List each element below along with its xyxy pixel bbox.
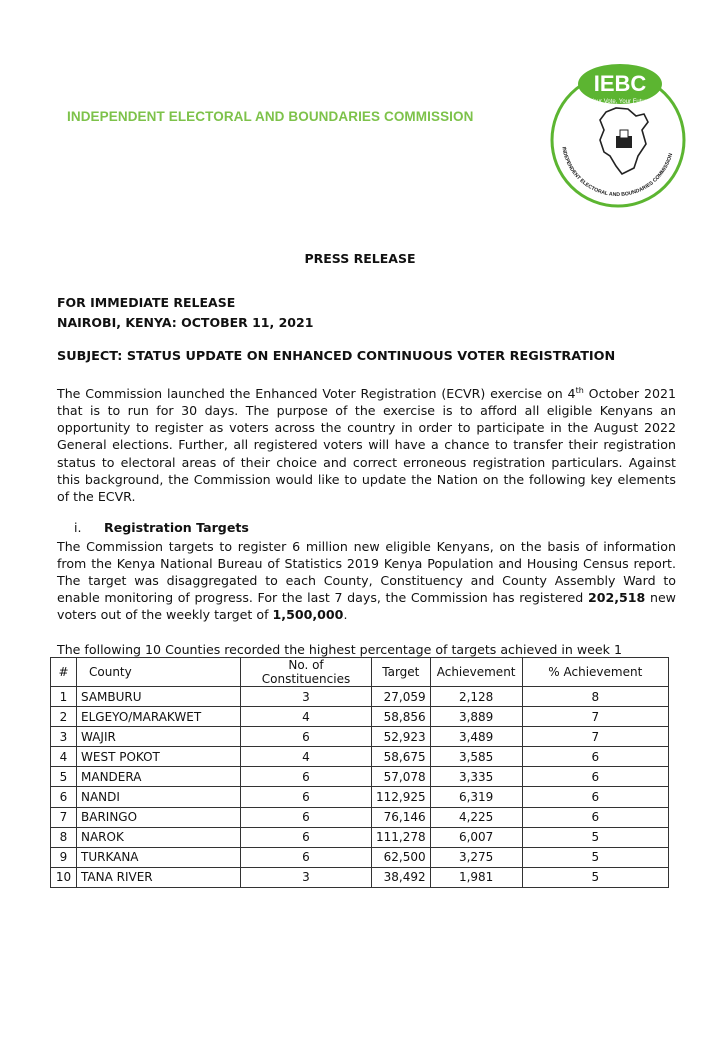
row-index: 6 — [51, 787, 77, 807]
release-line-2: NAIROBI, KENYA: OCTOBER 11, 2021 — [57, 315, 314, 330]
constituency-count: 6 — [241, 847, 372, 867]
row-index: 10 — [51, 867, 77, 887]
table-caption: The following 10 Counties recorded the highest percentage of targets achieved in week 1 — [57, 642, 622, 657]
org-name: INDEPENDENT ELECTORAL AND BOUNDARIES COMMISSION — [67, 109, 474, 124]
target-value: 27,059 — [372, 687, 431, 707]
achievement-value: 6,007 — [430, 827, 522, 847]
achievement-value: 3,889 — [430, 707, 522, 727]
target-value: 111,278 — [372, 827, 431, 847]
weekly-target: 1,500,000 — [272, 607, 344, 623]
targets-paragraph: The Commission targets to register 6 million new eligible Kenyans, on the basis of information from the Kenya National Bureau of Statistics 2019 Kenya Population and Housing Census report. The target was disaggregated to each County, Constituency and County Assembly Ward to enable monitoring of progress. For the last 7 days, the Commission has registered 202,518 new voters out of the weekly target of 1,500,000. — [57, 539, 676, 623]
section-heading — [74, 520, 249, 535]
row-index: 3 — [51, 727, 77, 747]
header-constituencies: No. of Constituencies — [241, 658, 372, 687]
county-name: SAMBURU — [77, 687, 241, 707]
target-value: 52,923 — [372, 727, 431, 747]
target-value: 57,078 — [372, 767, 431, 787]
row-index: 4 — [51, 747, 77, 767]
section-title: Registration Targets — [104, 520, 249, 535]
header-pct-achievement: % Achievement — [522, 658, 668, 687]
logo-ring-text: INDEPENDENT ELECTORAL AND BOUNDARIES COMMISSION — [560, 146, 675, 199]
pct-achievement: 5 — [522, 867, 668, 887]
pct-achievement: 6 — [522, 787, 668, 807]
logo-text: IEBC — [593, 71, 647, 96]
constituency-count: 6 — [241, 767, 372, 787]
table-row — [51, 727, 669, 747]
county-name: NAROK — [77, 827, 241, 847]
target-value: 38,492 — [372, 867, 431, 887]
county-name: BARINGO — [77, 807, 241, 827]
intro-paragraph: The Commission launched the Enhanced Voter Registration (ECVR) exercise on 4th October 2021 that is to run for 30 days. The purpose of the exercise is to afford all eligible Kenyans an opportunity to register as voters across the country in order to participate in the August 2022 General elections. Further, all registered voters will have a chance to transfer their registration status to electoral areas of their choice and correct erroneous registration particulars. Against this background, the Commission would like to update the Nation on the following key elements of the ECVR. — [57, 386, 676, 504]
table-row — [51, 807, 669, 827]
constituency-count: 6 — [241, 807, 372, 827]
target-value: 62,500 — [372, 847, 431, 867]
county-name: MANDERA — [77, 767, 241, 787]
achievement-value: 2,128 — [430, 687, 522, 707]
achievement-value: 1,981 — [430, 867, 522, 887]
constituency-count: 4 — [241, 747, 372, 767]
table-row — [51, 707, 669, 727]
achievement-value: 3,275 — [430, 847, 522, 867]
constituency-count: 6 — [241, 787, 372, 807]
pct-achievement: 6 — [522, 767, 668, 787]
table-row — [51, 687, 669, 707]
pct-achievement: 6 — [522, 747, 668, 767]
target-value: 58,675 — [372, 747, 431, 767]
county-name: ELGEYO/MARAKWET — [77, 707, 241, 727]
county-name: TURKANA — [77, 847, 241, 867]
constituency-count: 6 — [241, 827, 372, 847]
pct-achievement: 8 — [522, 687, 668, 707]
release-line-1: FOR IMMEDIATE RELEASE — [57, 295, 236, 310]
target-value: 58,856 — [372, 707, 431, 727]
constituency-count: 3 — [241, 867, 372, 887]
table-row — [51, 747, 669, 767]
achievement-value: 6,319 — [430, 787, 522, 807]
achievement-value: 4,225 — [430, 807, 522, 827]
header-achievement: Achievement — [430, 658, 522, 687]
constituency-count: 4 — [241, 707, 372, 727]
pct-achievement: 7 — [522, 707, 668, 727]
county-name: WAJIR — [77, 727, 241, 747]
header-county: County — [77, 658, 241, 687]
row-index: 7 — [51, 807, 77, 827]
achievement-value: 3,489 — [430, 727, 522, 747]
table-row — [51, 787, 669, 807]
row-index: 5 — [51, 767, 77, 787]
target-value: 76,146 — [372, 807, 431, 827]
header-index: # — [51, 658, 77, 687]
row-index: 1 — [51, 687, 77, 707]
pct-achievement: 5 — [522, 827, 668, 847]
pct-achievement: 6 — [522, 807, 668, 827]
table-row — [51, 767, 669, 787]
target-value: 112,925 — [372, 787, 431, 807]
constituency-count: 3 — [241, 687, 372, 707]
table-row — [51, 847, 669, 867]
registered-count: 202,518 — [587, 590, 646, 606]
row-index: 9 — [51, 847, 77, 867]
subject-line: SUBJECT: STATUS UPDATE ON ENHANCED CONTINUOUS VOTER REGISTRATION — [57, 349, 616, 364]
row-index: 2 — [51, 707, 77, 727]
achievement-value: 3,335 — [430, 767, 522, 787]
county-name: TANA RIVER — [77, 867, 241, 887]
pct-achievement: 7 — [522, 727, 668, 747]
counties-table — [50, 657, 669, 888]
row-index: 8 — [51, 827, 77, 847]
table-row — [51, 867, 669, 887]
table-header-row — [51, 658, 669, 687]
constituency-count: 6 — [241, 727, 372, 747]
county-name: NANDI — [77, 787, 241, 807]
logo-tagline: Your Vote, Your Future — [589, 99, 651, 105]
table-row — [51, 827, 669, 847]
achievement-value: 3,585 — [430, 747, 522, 767]
section-number: i. — [74, 520, 82, 535]
iebc-logo — [548, 56, 688, 216]
header-target: Target — [372, 658, 431, 687]
county-name: WEST POKOT — [77, 747, 241, 767]
pct-achievement: 5 — [522, 847, 668, 867]
press-release-heading: PRESS RELEASE — [304, 251, 416, 266]
